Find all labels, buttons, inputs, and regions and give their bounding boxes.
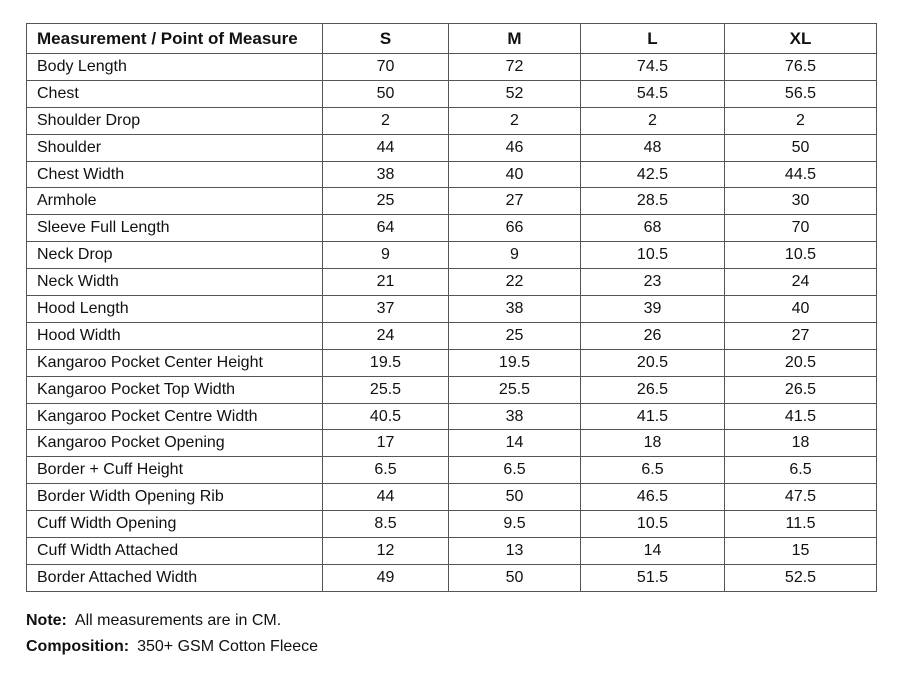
table-row xyxy=(27,54,877,81)
size-m-value-cell: 46 xyxy=(449,134,581,161)
size-m-value-cell: 38 xyxy=(449,403,581,430)
size-s-value-cell: 24 xyxy=(323,322,449,349)
column-header-measurement: Measurement / Point of Measure xyxy=(27,24,323,54)
size-m-value-cell: 25 xyxy=(449,322,581,349)
size-xl-value-cell: 11.5 xyxy=(725,511,877,538)
size-l-value-cell: 10.5 xyxy=(581,242,725,269)
size-m-value-cell: 9 xyxy=(449,242,581,269)
size-l-value-cell: 6.5 xyxy=(581,457,725,484)
size-l-value-cell: 74.5 xyxy=(581,54,725,81)
size-xl-value-cell: 18 xyxy=(725,430,877,457)
table-row xyxy=(27,376,877,403)
size-m-value-cell: 72 xyxy=(449,54,581,81)
size-s-value-cell: 64 xyxy=(323,215,449,242)
size-xl-value-cell: 70 xyxy=(725,215,877,242)
column-header-size-m: M xyxy=(449,24,581,54)
measurement-label-cell: Neck Width xyxy=(27,269,323,296)
size-l-value-cell: 14 xyxy=(581,538,725,565)
size-xl-value-cell: 2 xyxy=(725,107,877,134)
size-s-value-cell: 2 xyxy=(323,107,449,134)
table-row xyxy=(27,457,877,484)
measurement-label-cell: Armhole xyxy=(27,188,323,215)
size-s-value-cell: 25 xyxy=(323,188,449,215)
composition-text: 350+ GSM Cotton Fleece xyxy=(137,638,319,655)
size-chart xyxy=(26,23,876,592)
size-s-value-cell: 37 xyxy=(323,296,449,323)
table-header-row xyxy=(27,24,877,54)
size-xl-value-cell: 24 xyxy=(725,269,877,296)
table-row xyxy=(27,134,877,161)
size-s-value-cell: 50 xyxy=(323,80,449,107)
size-l-value-cell: 26 xyxy=(581,322,725,349)
size-s-value-cell: 19.5 xyxy=(323,349,449,376)
measurement-label-cell: Border Attached Width xyxy=(27,564,323,591)
size-m-value-cell: 50 xyxy=(449,564,581,591)
size-m-value-cell: 66 xyxy=(449,215,581,242)
size-s-value-cell: 21 xyxy=(323,269,449,296)
size-m-value-cell: 52 xyxy=(449,80,581,107)
size-s-value-cell: 44 xyxy=(323,484,449,511)
size-l-value-cell: 2 xyxy=(581,107,725,134)
size-xl-value-cell: 41.5 xyxy=(725,403,877,430)
size-m-value-cell: 14 xyxy=(449,430,581,457)
table-row xyxy=(27,484,877,511)
size-m-value-cell: 13 xyxy=(449,538,581,565)
measurement-label-cell: Sleeve Full Length xyxy=(27,215,323,242)
size-l-value-cell: 23 xyxy=(581,269,725,296)
size-s-value-cell: 6.5 xyxy=(323,457,449,484)
size-l-value-cell: 68 xyxy=(581,215,725,242)
table-row xyxy=(27,349,877,376)
table-row xyxy=(27,403,877,430)
size-s-value-cell: 40.5 xyxy=(323,403,449,430)
size-xl-value-cell: 50 xyxy=(725,134,877,161)
size-l-value-cell: 20.5 xyxy=(581,349,725,376)
table-row xyxy=(27,215,877,242)
size-s-value-cell: 70 xyxy=(323,54,449,81)
measurement-label-cell: Kangaroo Pocket Centre Width xyxy=(27,403,323,430)
measurement-label-cell: Shoulder Drop xyxy=(27,107,323,134)
table-row xyxy=(27,188,877,215)
size-xl-value-cell: 30 xyxy=(725,188,877,215)
size-m-value-cell: 25.5 xyxy=(449,376,581,403)
table-row xyxy=(27,564,877,591)
notes-section xyxy=(26,608,318,660)
size-xl-value-cell: 47.5 xyxy=(725,484,877,511)
table-row xyxy=(27,161,877,188)
column-header-size-s: S xyxy=(323,24,449,54)
note-label: Note: xyxy=(26,612,67,629)
composition-line xyxy=(26,634,318,660)
measurement-label-cell: Hood Width xyxy=(27,322,323,349)
size-l-value-cell: 39 xyxy=(581,296,725,323)
size-s-value-cell: 8.5 xyxy=(323,511,449,538)
size-l-value-cell: 18 xyxy=(581,430,725,457)
measurement-label-cell: Shoulder xyxy=(27,134,323,161)
table-row xyxy=(27,296,877,323)
size-xl-value-cell: 56.5 xyxy=(725,80,877,107)
size-s-value-cell: 17 xyxy=(323,430,449,457)
size-s-value-cell: 25.5 xyxy=(323,376,449,403)
table-row xyxy=(27,80,877,107)
size-m-value-cell: 19.5 xyxy=(449,349,581,376)
size-xl-value-cell: 52.5 xyxy=(725,564,877,591)
size-s-value-cell: 49 xyxy=(323,564,449,591)
size-s-value-cell: 12 xyxy=(323,538,449,565)
measurement-label-cell: Kangaroo Pocket Top Width xyxy=(27,376,323,403)
table-row xyxy=(27,430,877,457)
size-l-value-cell: 26.5 xyxy=(581,376,725,403)
size-l-value-cell: 54.5 xyxy=(581,80,725,107)
measurement-label-cell: Chest Width xyxy=(27,161,323,188)
size-xl-value-cell: 6.5 xyxy=(725,457,877,484)
note-line xyxy=(26,608,318,634)
size-l-value-cell: 10.5 xyxy=(581,511,725,538)
size-l-value-cell: 42.5 xyxy=(581,161,725,188)
column-header-size-l: L xyxy=(581,24,725,54)
size-xl-value-cell: 10.5 xyxy=(725,242,877,269)
size-xl-value-cell: 27 xyxy=(725,322,877,349)
size-m-value-cell: 9.5 xyxy=(449,511,581,538)
table-row xyxy=(27,322,877,349)
size-m-value-cell: 38 xyxy=(449,296,581,323)
size-s-value-cell: 38 xyxy=(323,161,449,188)
size-xl-value-cell: 15 xyxy=(725,538,877,565)
size-l-value-cell: 41.5 xyxy=(581,403,725,430)
measurement-label-cell: Hood Length xyxy=(27,296,323,323)
size-m-value-cell: 27 xyxy=(449,188,581,215)
size-l-value-cell: 51.5 xyxy=(581,564,725,591)
size-l-value-cell: 46.5 xyxy=(581,484,725,511)
table-row xyxy=(27,538,877,565)
measurement-label-cell: Border + Cuff Height xyxy=(27,457,323,484)
size-m-value-cell: 40 xyxy=(449,161,581,188)
size-m-value-cell: 22 xyxy=(449,269,581,296)
size-chart-table xyxy=(26,23,877,592)
size-m-value-cell: 2 xyxy=(449,107,581,134)
measurement-label-cell: Kangaroo Pocket Center Height xyxy=(27,349,323,376)
size-l-value-cell: 28.5 xyxy=(581,188,725,215)
size-s-value-cell: 9 xyxy=(323,242,449,269)
size-xl-value-cell: 76.5 xyxy=(725,54,877,81)
note-text: All measurements are in CM. xyxy=(74,612,282,629)
table-row xyxy=(27,269,877,296)
size-xl-value-cell: 44.5 xyxy=(725,161,877,188)
size-xl-value-cell: 40 xyxy=(725,296,877,323)
measurement-label-cell: Cuff Width Opening xyxy=(27,511,323,538)
measurement-label-cell: Cuff Width Attached xyxy=(27,538,323,565)
size-xl-value-cell: 26.5 xyxy=(725,376,877,403)
composition-label: Composition: xyxy=(26,638,130,655)
size-xl-value-cell: 20.5 xyxy=(725,349,877,376)
measurement-label-cell: Neck Drop xyxy=(27,242,323,269)
size-l-value-cell: 48 xyxy=(581,134,725,161)
size-m-value-cell: 6.5 xyxy=(449,457,581,484)
measurement-label-cell: Border Width Opening Rib xyxy=(27,484,323,511)
table-row xyxy=(27,242,877,269)
measurement-label-cell: Kangaroo Pocket Opening xyxy=(27,430,323,457)
column-header-size-xl: XL xyxy=(725,24,877,54)
table-row xyxy=(27,107,877,134)
measurement-label-cell: Chest xyxy=(27,80,323,107)
size-m-value-cell: 50 xyxy=(449,484,581,511)
size-s-value-cell: 44 xyxy=(323,134,449,161)
table-row xyxy=(27,511,877,538)
measurement-label-cell: Body Length xyxy=(27,54,323,81)
table-body xyxy=(27,54,877,592)
